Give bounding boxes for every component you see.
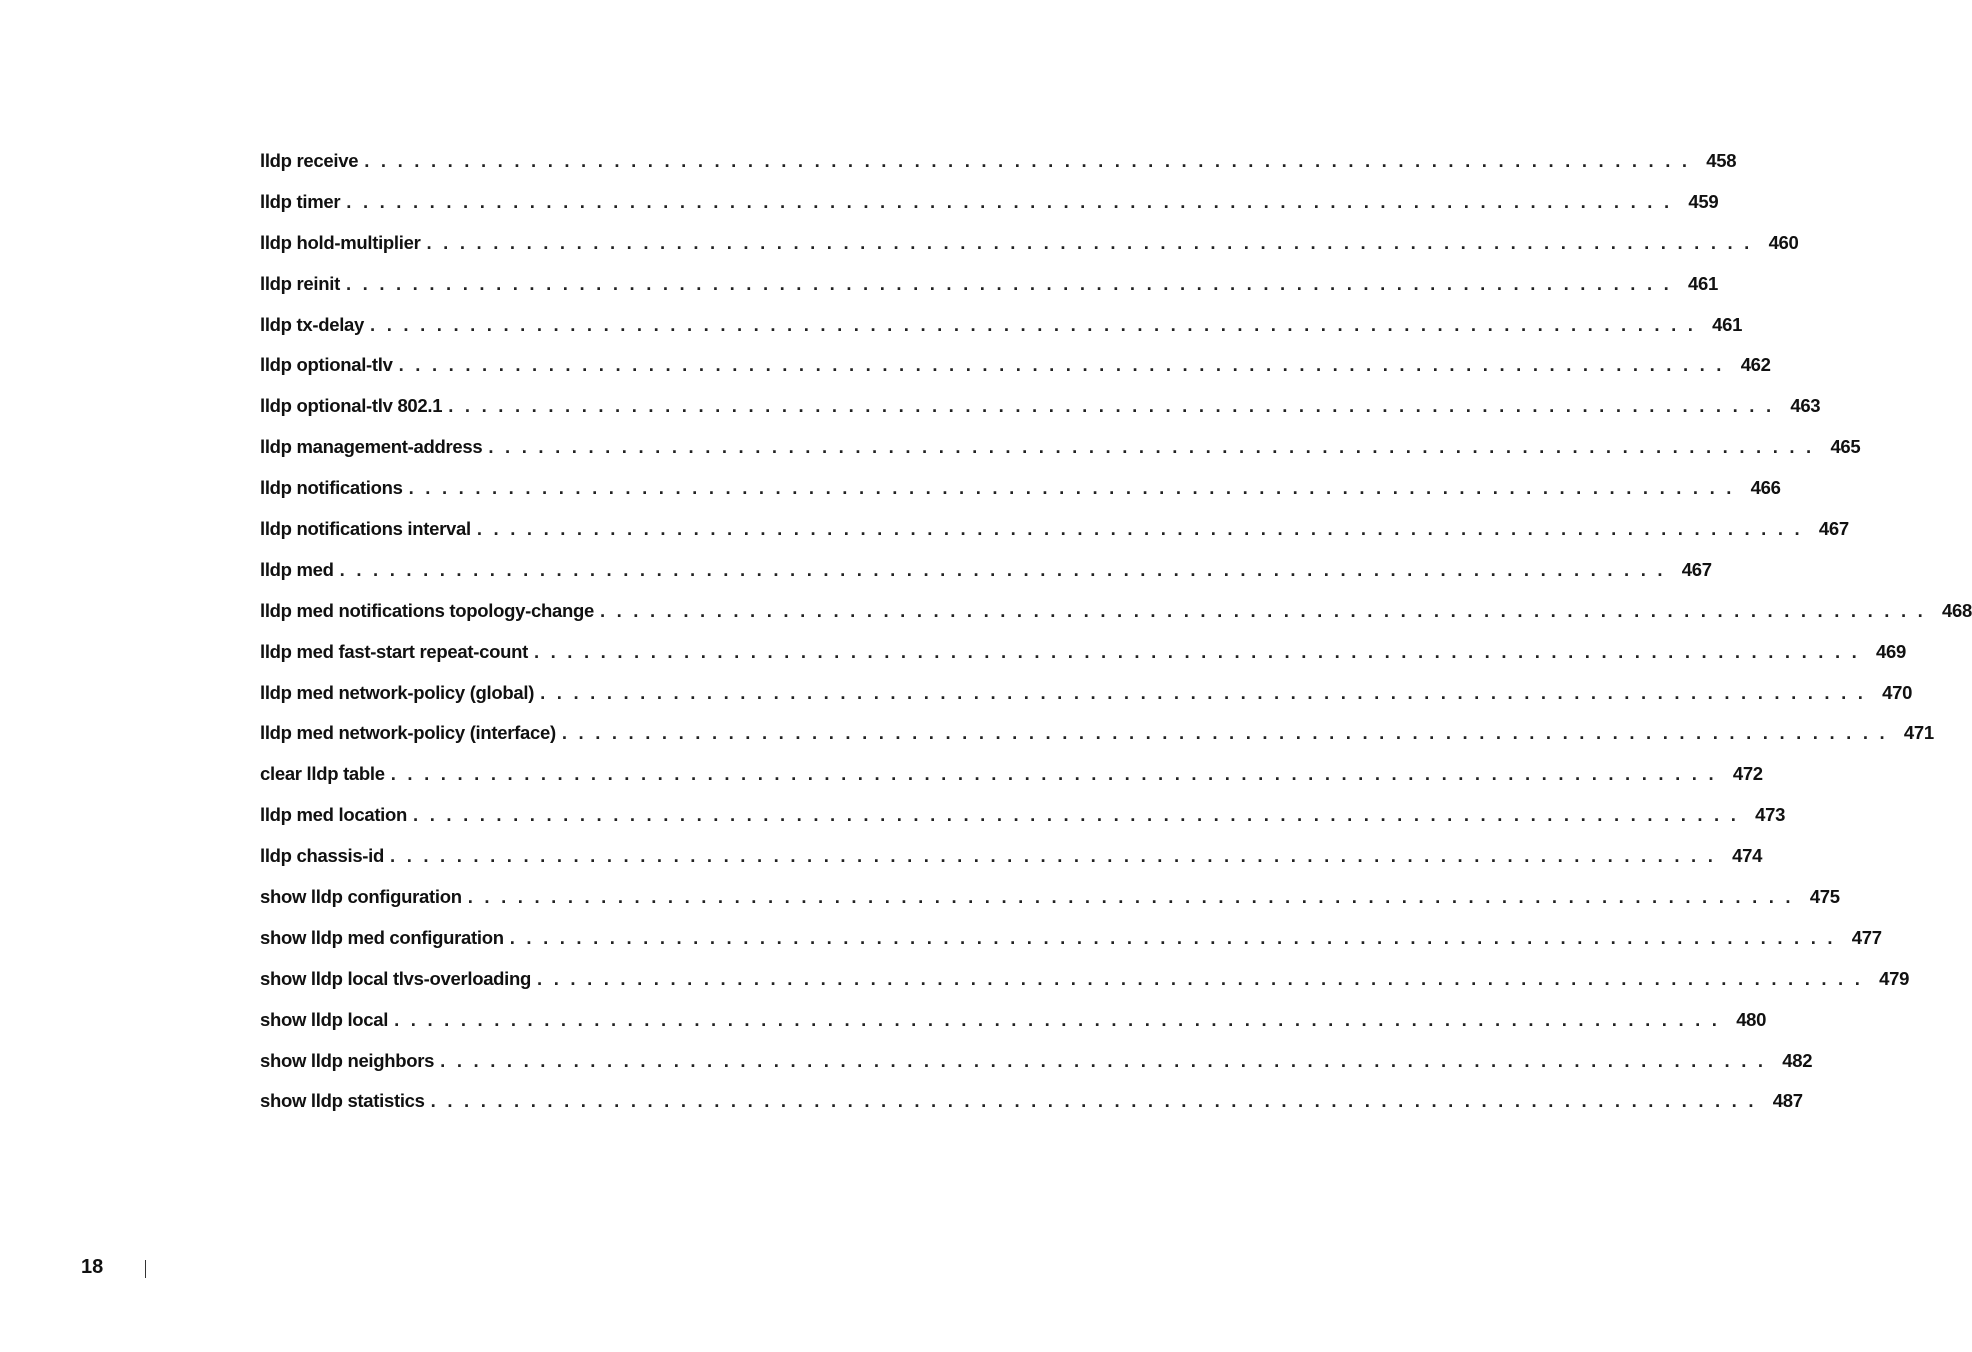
toc-dot-leader: . . . . . . . . . . . . . . . . . . . . . . . . . . . . . . . . . . . . . . . . . . . . . . . . . . . . . . . . . . . . . . . . . . . . . . . . . . . . . . . .: [364, 150, 1691, 171]
toc-entry-title: show lldp local: [260, 1008, 389, 1030]
toc-dot-leader: . . . . . . . . . . . . . . . . . . . . . . . . . . . . . . . . . . . . . . . . . . . . . . . . . . . . . . . . . . . . . . . . . . . . . . . . . . . . . . . .: [561, 722, 1888, 744]
toc-entry-title: lldp notifications interval: [260, 518, 471, 540]
toc-entry[interactable]: [260, 1090, 1803, 1131]
toc-entry[interactable]: [260, 313, 1743, 355]
toc-entry-title: show lldp local tlvs-overloading: [260, 967, 532, 989]
toc-entry-page: 462: [1740, 354, 1771, 376]
toc-entry[interactable]: [260, 722, 1934, 763]
toc-entry-title: lldp med fast-start repeat-count: [260, 640, 528, 662]
toc-entry-page: 473: [1755, 804, 1786, 826]
toc-entry-page: 458: [1706, 150, 1737, 171]
toc-dot-leader: . . . . . . . . . . . . . . . . . . . . . . . . . . . . . . . . . . . . . . . . . . . . . . . . . . . . . . . . . . . . . . . . . . . . . . . . . . . . . . . .: [509, 926, 1836, 948]
toc-entry-page: 482: [1782, 1049, 1813, 1071]
toc-dot-leader: . . . . . . . . . . . . . . . . . . . . . . . . . . . . . . . . . . . . . . . . . . . . . . . . . . . . . . . . . . . . . . . . . . . . . . . . . . . . . . . .: [408, 477, 1735, 499]
toc-entry-title: lldp reinit: [260, 272, 340, 294]
toc-entry[interactable]: [260, 763, 1763, 804]
toc-entry-title: lldp chassis-id: [260, 845, 385, 867]
toc-entry-page: 479: [1879, 967, 1910, 989]
toc-entry-title: lldp tx-delay: [260, 313, 365, 335]
toc-entry[interactable]: [260, 395, 1821, 436]
toc-entry-page: 474: [1732, 845, 1763, 867]
toc-dot-leader: . . . . . . . . . . . . . . . . . . . . . . . . . . . . . . . . . . . . . . . . . . . . . . . . . . . . . . . . . . . . . . . . . . . . . . . . . . . . . . . .: [467, 886, 1794, 908]
toc-entry-title: lldp med network-policy (interface): [260, 722, 556, 744]
toc-entry[interactable]: [260, 354, 1771, 395]
toc-entry-page: 461: [1688, 272, 1718, 294]
toc-entry-title: clear lldp table: [260, 763, 385, 785]
toc-entry[interactable]: [260, 436, 1861, 477]
toc-entry-page: 468: [1942, 599, 1972, 621]
toc-entry[interactable]: [260, 518, 1849, 559]
toc-entry-page: 465: [1830, 436, 1861, 458]
toc-entry[interactable]: [260, 886, 1840, 927]
toc-entry-title: show lldp statistics: [260, 1090, 425, 1112]
toc-entry[interactable]: [260, 967, 1910, 1009]
toc-entry-title: show lldp configuration: [260, 886, 462, 908]
toc-entry-page: 471: [1903, 722, 1934, 744]
toc-entry-title: lldp med: [260, 558, 334, 580]
page-number: 18: [81, 1256, 104, 1278]
toc-entry[interactable]: [260, 190, 1719, 232]
toc-entry-title: show lldp med configuration: [260, 926, 504, 948]
toc-dot-leader: . . . . . . . . . . . . . . . . . . . . . . . . . . . . . . . . . . . . . . . . . . . . . . . . . . . . . . . . . . . . . . . . . . . . . . . . . . . . . . . .: [426, 231, 1753, 253]
toc-entry-title: lldp timer: [260, 190, 341, 212]
toc-entry-page: 472: [1732, 763, 1763, 785]
toc-entry-title: lldp med network-policy (global): [260, 681, 535, 703]
toc-dot-leader: . . . . . . . . . . . . . . . . . . . . . . . . . . . . . . . . . . . . . . . . . . . . . . . . . . . . . . . . . . . . . . . . . . . . . . . . . . . . . . . .: [533, 640, 1860, 662]
toc-dot-leader: . . . . . . . . . . . . . . . . . . . . . . . . . . . . . . . . . . . . . . . . . . . . . . . . . . . . . . . . . . . . . . . . . . . . . . . . . . . . . . . .: [430, 1090, 1757, 1112]
toc-entry-page: 480: [1736, 1008, 1767, 1030]
toc-entry-page: 461: [1712, 313, 1743, 335]
toc-dot-leader: . . . . . . . . . . . . . . . . . . . . . . . . . . . . . . . . . . . . . . . . . . . . . . . . . . . . . . . . . . . . . . . . . . . . . . . . . . . . . . . .: [488, 436, 1815, 458]
toc-dot-leader: . . . . . . . . . . . . . . . . . . . . . . . . . . . . . . . . . . . . . . . . . . . . . . . . . . . . . . . . . . . . . . . . . . . . . . . . . . . . . . . .: [440, 1049, 1767, 1071]
toc-entry-page: 469: [1876, 640, 1906, 662]
toc-entry-page: 475: [1809, 886, 1840, 908]
toc-entry-title: lldp med notifications topology-change: [260, 599, 594, 621]
toc-entry-title: show lldp neighbors: [260, 1049, 435, 1071]
toc-entry-page: 467: [1681, 558, 1712, 580]
toc-dot-leader: . . . . . . . . . . . . . . . . . . . . . . . . . . . . . . . . . . . . . . . . . . . . . . . . . . . . . . . . . . . . . . . . . . . . . . . . . . . . . . . .: [390, 763, 1717, 785]
toc-dot-leader: . . . . . . . . . . . . . . . . . . . . . . . . . . . . . . . . . . . . . . . . . . . . . . . . . . . . . . . . . . . . . . . . . . . . . . . . . . . . . . . .: [394, 1008, 1721, 1030]
toc-dot-leader: . . . . . . . . . . . . . . . . . . . . . . . . . . . . . . . . . . . . . . . . . . . . . . . . . . . . . . . . . . . . . . . . . . . . . . . . . . . . . . . .: [398, 354, 1725, 376]
footer-divider: [145, 1260, 146, 1278]
toc-dot-leader: . . . . . . . . . . . . . . . . . . . . . . . . . . . . . . . . . . . . . . . . . . . . . . . . . . . . . . . . . . . . . . . . . . . . . . . . . . . . . . . .: [345, 272, 1672, 294]
toc-dot-leader: . . . . . . . . . . . . . . . . . . . . . . . . . . . . . . . . . . . . . . . . . . . . . . . . . . . . . . . . . . . . . . . . . . . . . . . . . . . . . . . .: [413, 804, 1740, 826]
toc-dot-leader: . . . . . . . . . . . . . . . . . . . . . . . . . . . . . . . . . . . . . . . . . . . . . . . . . . . . . . . . . . . . . . . . . . . . . . . . . . . . . . . .: [346, 190, 1673, 212]
toc-entry-title: lldp med location: [260, 804, 408, 826]
toc-dot-leader: . . . . . . . . . . . . . . . . . . . . . . . . . . . . . . . . . . . . . . . . . . . . . . . . . . . . . . . . . . . . . . . . . . . . . . . . . . . . . . . .: [599, 599, 1926, 621]
toc-entry[interactable]: [260, 845, 1763, 886]
toc-entry[interactable]: [260, 681, 1913, 723]
toc-entry[interactable]: [260, 1008, 1767, 1050]
toc-entry-page: 460: [1768, 231, 1799, 253]
toc-entry-title: lldp optional-tlv 802.1: [260, 395, 443, 417]
toc-entry[interactable]: [260, 804, 1786, 845]
toc-dot-leader: . . . . . . . . . . . . . . . . . . . . . . . . . . . . . . . . . . . . . . . . . . . . . . . . . . . . . . . . . . . . . . . . . . . . . . . . . . . . . . . .: [540, 681, 1867, 703]
toc-entry-page: 463: [1790, 395, 1821, 417]
table-of-contents: [260, 150, 1972, 1131]
toc-entry-title: lldp hold-multiplier: [260, 231, 421, 253]
toc-entry-page: 470: [1882, 681, 1913, 703]
toc-entry-title: lldp receive: [260, 150, 359, 171]
toc-entry-page: 477: [1851, 926, 1882, 948]
toc-entry-title: lldp optional-tlv: [260, 354, 393, 376]
toc-entry[interactable]: [260, 926, 1882, 968]
toc-dot-leader: . . . . . . . . . . . . . . . . . . . . . . . . . . . . . . . . . . . . . . . . . . . . . . . . . . . . . . . . . . . . . . . . . . . . . . . . . . . . . . . .: [537, 967, 1864, 989]
toc-entry-title: lldp notifications: [260, 477, 403, 499]
toc-entry-page: 467: [1818, 518, 1849, 540]
toc-dot-leader: . . . . . . . . . . . . . . . . . . . . . . . . . . . . . . . . . . . . . . . . . . . . . . . . . . . . . . . . . . . . . . . . . . . . . . . . . . . . . . . .: [339, 558, 1666, 580]
toc-entry[interactable]: [260, 558, 1712, 600]
toc-entry-title: lldp management-address: [260, 436, 483, 458]
toc-entry-page: 459: [1688, 190, 1719, 212]
toc-entry[interactable]: [260, 150, 1737, 191]
toc-entry[interactable]: [260, 640, 1906, 682]
toc-entry[interactable]: [260, 231, 1799, 273]
toc-entry[interactable]: [260, 599, 1972, 641]
toc-dot-leader: . . . . . . . . . . . . . . . . . . . . . . . . . . . . . . . . . . . . . . . . . . . . . . . . . . . . . . . . . . . . . . . . . . . . . . . . . . . . . . . .: [370, 313, 1697, 335]
toc-dot-leader: . . . . . . . . . . . . . . . . . . . . . . . . . . . . . . . . . . . . . . . . . . . . . . . . . . . . . . . . . . . . . . . . . . . . . . . . . . . . . . . .: [476, 518, 1803, 540]
toc-entry[interactable]: [260, 1049, 1813, 1091]
toc-entry[interactable]: [260, 477, 1781, 518]
toc-dot-leader: . . . . . . . . . . . . . . . . . . . . . . . . . . . . . . . . . . . . . . . . . . . . . . . . . . . . . . . . . . . . . . . . . . . . . . . . . . . . . . . .: [390, 845, 1717, 867]
toc-entry-page: 487: [1772, 1090, 1803, 1112]
toc-dot-leader: . . . . . . . . . . . . . . . . . . . . . . . . . . . . . . . . . . . . . . . . . . . . . . . . . . . . . . . . . . . . . . . . . . . . . . . . . . . . . . . .: [448, 395, 1775, 417]
toc-entry-page: 466: [1750, 477, 1781, 499]
toc-entry[interactable]: [260, 272, 1718, 314]
